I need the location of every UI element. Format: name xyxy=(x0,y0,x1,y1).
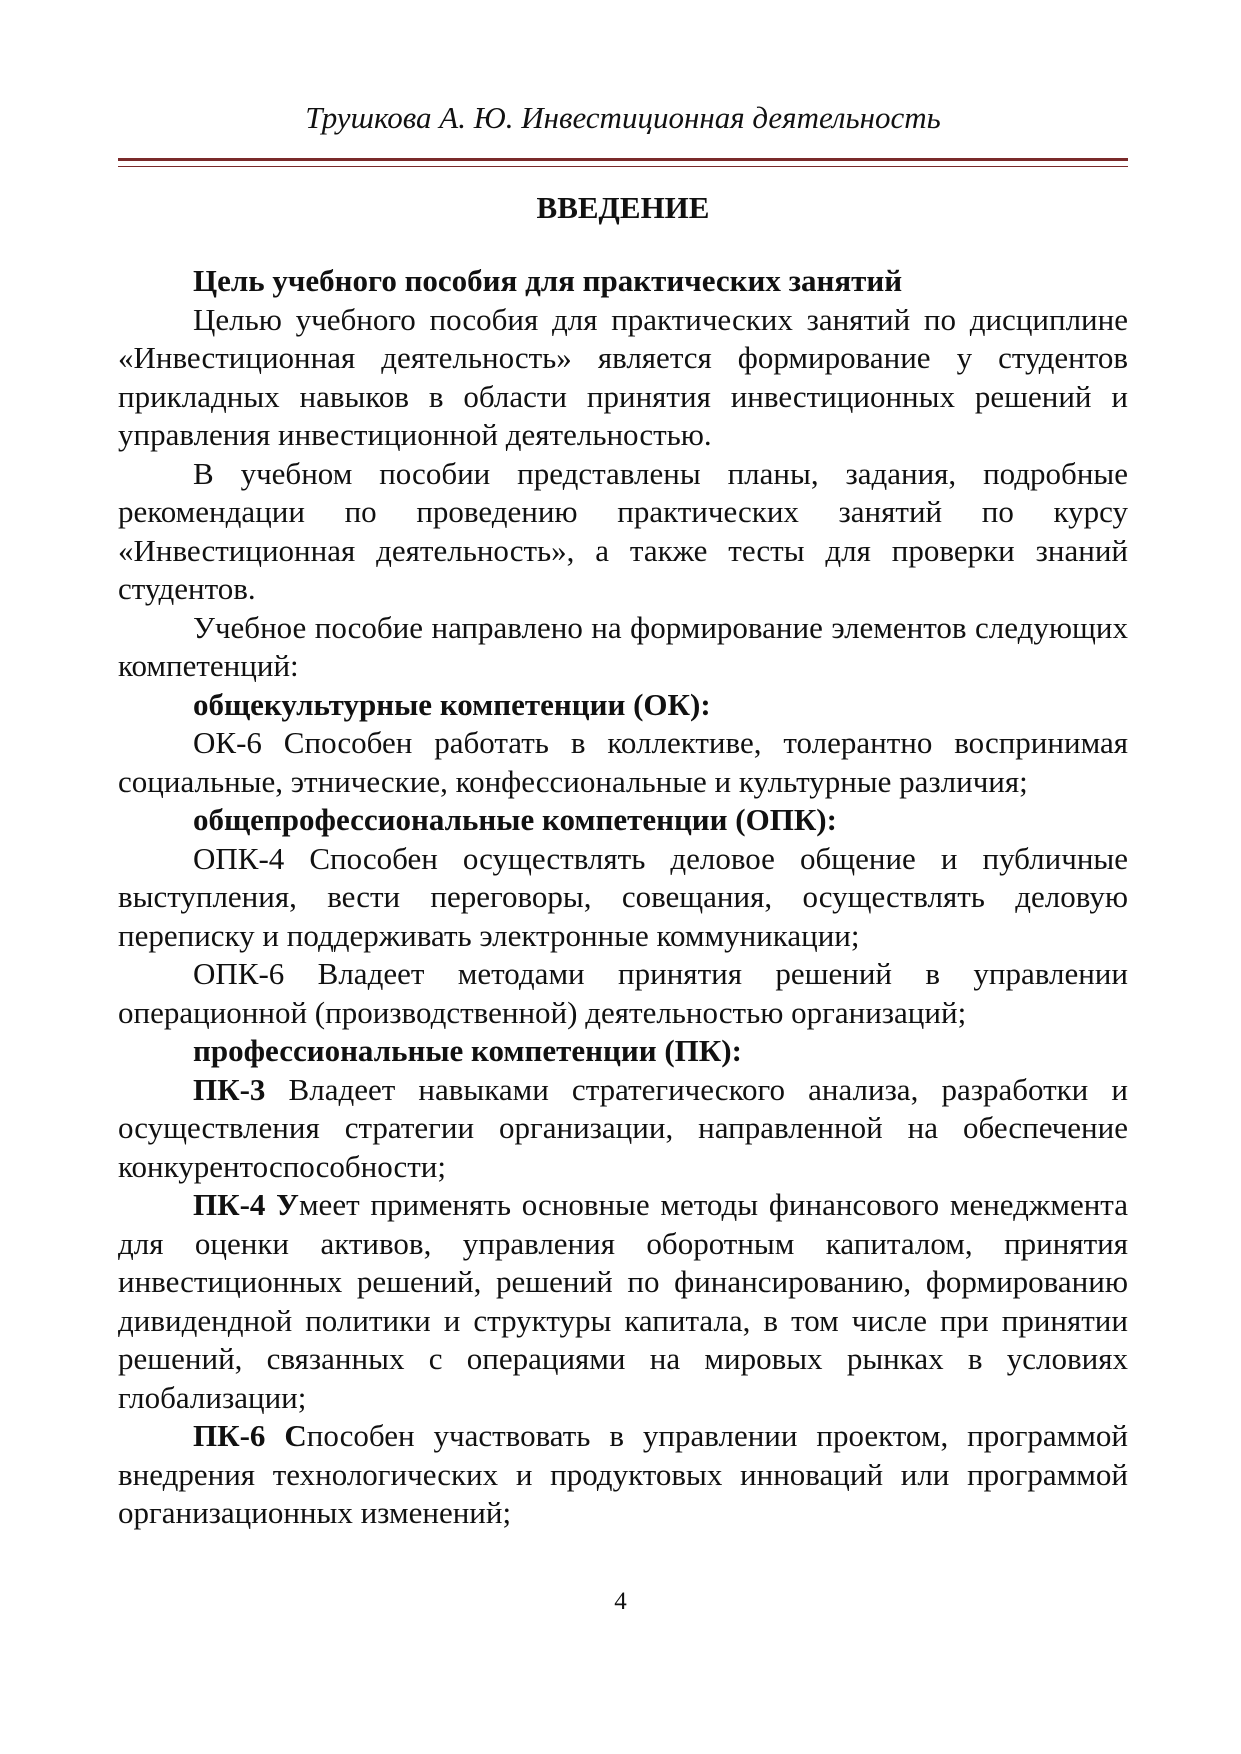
section-heading: Цель учебного пособия для практических занятий xyxy=(193,263,903,298)
competence-item: ОПК-4 Способен осуществлять деловое общение и публичные выступления, вести переговоры, совещания, осуществлять деловую переписку и поддерживать электронные коммуникации; xyxy=(118,840,1128,953)
competence-code: ПК-3 xyxy=(193,1071,266,1107)
header-rule-thick xyxy=(118,158,1128,161)
competence-text: меет применять основные методы финансового менеджмента для оценки активов, управления оборотным капиталом, принятия инвестиционных решений, решений по финансированию, формированию дивидендной политики и структуры капитала, в том числе при принятии решений, связанных с операциями на мировых рынках в условиях глобализации; xyxy=(118,1187,1128,1415)
page-body xyxy=(118,188,1128,1533)
competence-item: ОК-6 Способен работать в коллективе, толерантно воспринимая социальные, этнические, конфессиональные и культурные различия; xyxy=(118,725,1128,799)
competence-item xyxy=(118,1186,1128,1417)
header-rule-thin xyxy=(118,166,1128,167)
competence-group-heading: общекультурные компетенции (ОК): xyxy=(193,686,711,722)
competence-lead-letter: С xyxy=(284,1418,307,1453)
competence-code: ПК-4 xyxy=(193,1187,266,1222)
competence-item: ОПК-6 Владеет методами принятия решений в управлении операционной (производственной) деятельностью организаций; xyxy=(118,956,1128,1030)
competence-item xyxy=(118,1071,1128,1187)
paragraph: Целью учебного пособия для практических занятий по дисциплине «Инвестиционная деятельность» является формирование у студентов прикладных навыков в области принятия инвестиционных решений и управления инвестиционной деятельностью. xyxy=(118,301,1128,452)
chapter-title: ВВЕДЕНИЕ xyxy=(536,190,710,225)
running-header: Трушкова А. Ю. Инвестиционная деятельность xyxy=(305,100,941,135)
competence-lead-letter: У xyxy=(276,1187,299,1222)
competence-group-heading: профессиональные компетенции (ПК): xyxy=(193,1033,742,1068)
competence-text: пособен участвовать в управлении проектом, программой внедрения технологических и продуктовых инноваций или программой организационных изменений; xyxy=(118,1418,1129,1530)
paragraph: Учебное пособие направлено на формирование элементов следующих компетенций: xyxy=(118,609,1128,683)
paragraph: В учебном пособии представлены планы, задания, подробные рекомендации по проведению практических занятий по курсу «Инвестиционная деятельность», а также тесты для проверки знаний студентов. xyxy=(118,455,1128,606)
page-number: 4 xyxy=(614,1588,627,1615)
competence-code: ПК-6 xyxy=(193,1418,266,1453)
competence-item xyxy=(118,1417,1128,1533)
competence-group-heading: общепрофессиональные компетенции (ОПК): xyxy=(193,802,837,837)
competence-text: Владеет навыками стратегического анализа, разработки и осуществления стратегии организации, направленной на обеспечение конкурентоспособности; xyxy=(118,1071,1128,1184)
